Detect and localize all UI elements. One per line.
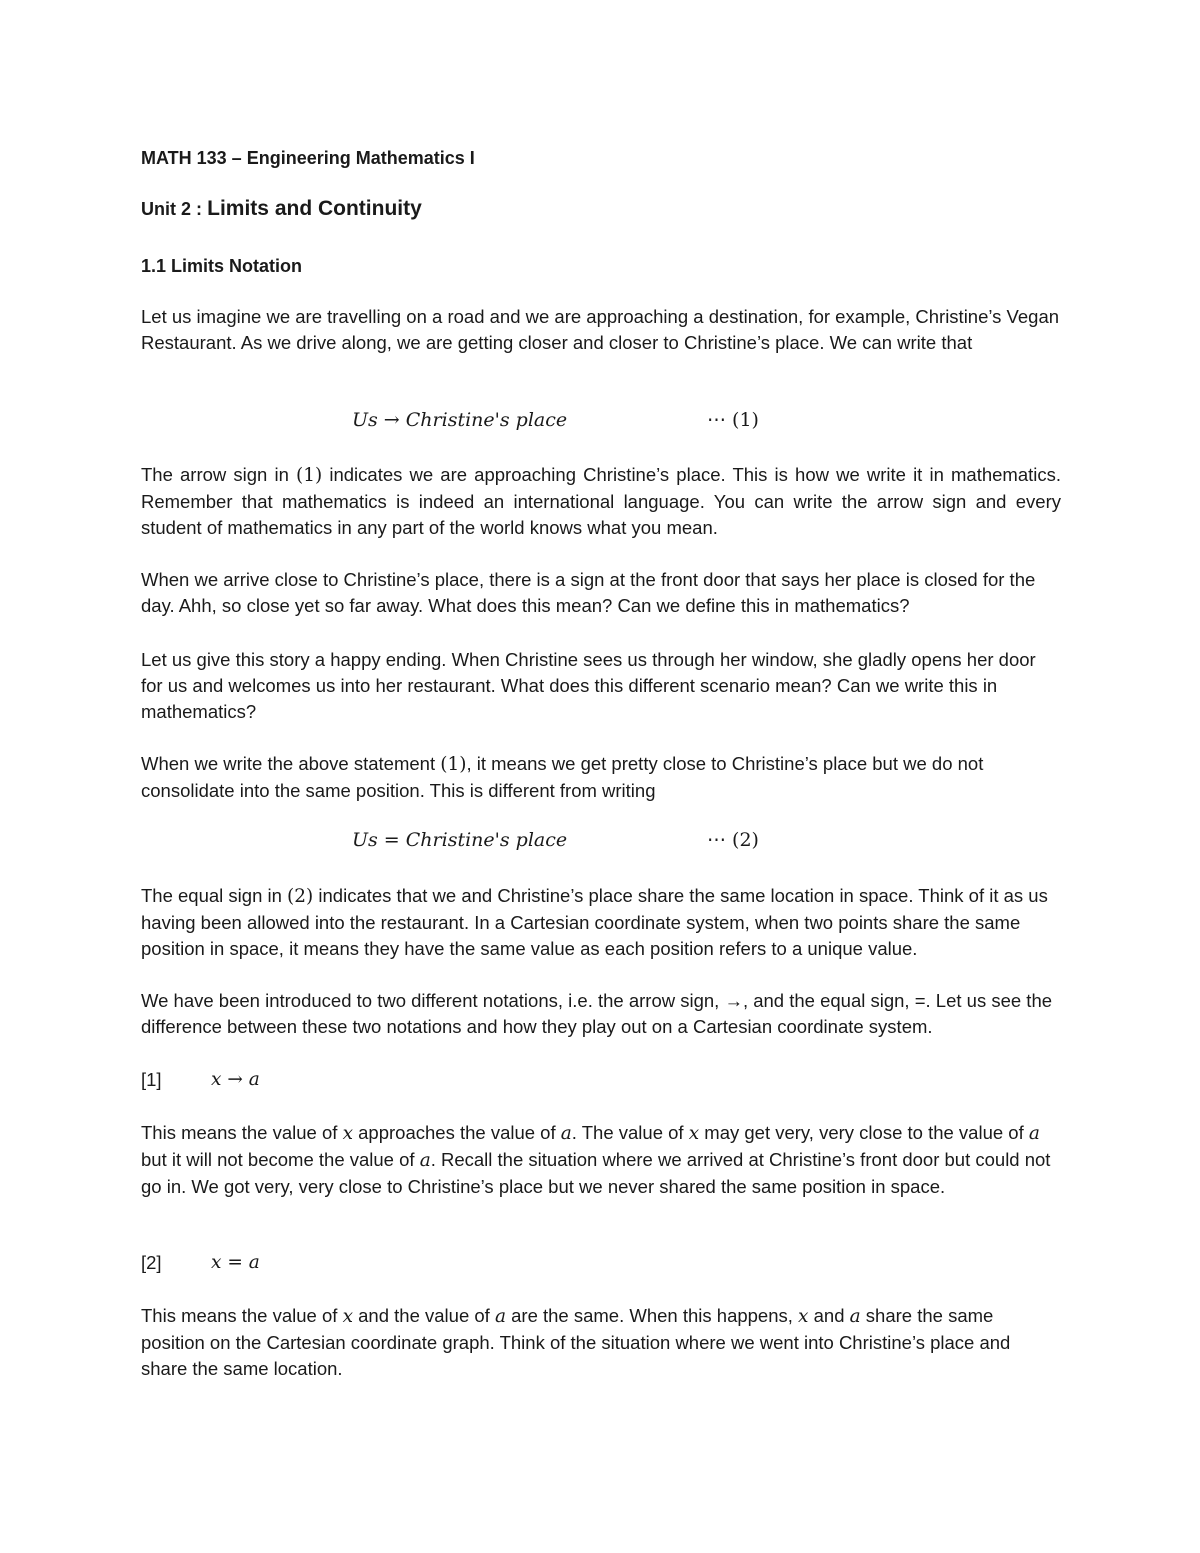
unit-title: Limits and Continuity [207,197,422,220]
paragraph-equal-sign: The equal sign in (2) indicates that we and Christine’s place share the same location in space. Think of it as us having been allowed into the restaurant. In a Cartesian coordinate system, when two points share the same position in space, it means they have the same value as each position refers to a unique value. [141,885,1048,959]
paragraph-statement-one: When we write the above statement (1), it means we get pretty close to Christine’s place but we do not consolidate into the same position. This is different from writing [141,753,984,801]
unit-label: Unit 2 : [141,199,202,219]
equation-reference: (2) [287,886,314,907]
equation-reference: (1) [296,465,323,486]
paragraph-closed-sign: When we arrive close to Christine’s place, there is a sign at the front door that says her place is closed for the day. Ahh, so close yet so far away. What does this mean? Can we define this in mathematics? [141,569,1036,616]
equation-2 [352,829,772,857]
section-title: 1.1 Limits Notation [141,256,303,276]
paragraph-intro: Let us imagine we are travelling on a road and we are approaching a destination, for example, Christine’s Vegan Restaurant. As we drive along, we are getting closer and closer to Christine’s place. We can write that [141,306,1060,353]
unit-heading [141,196,1061,222]
equation-2-expression: Us = Christine's place [352,829,568,851]
paragraph-arrow-sign: The arrow sign in (1) indicates we are approaching Christine’s place. This is how we write it in mathematics. Remember that mathematics is indeed an international language. You can write the arrow sign and every student of mathematics in any part of the world knows what you mean. [141,464,1061,538]
equation-1 [352,409,772,437]
notation-item-2-index: [2] [141,1252,162,1273]
notation-item-1-expression: x → a [211,1069,260,1090]
notation-item-1-index: [1] [141,1069,162,1090]
notation-item-1 [141,1067,541,1095]
paragraph-equal-values: This means the value of x and the value of a are the same. When this happens, x and a share the same position on the Cartesian coordinate graph. Think of the situation where we went into Christine’s place and share the same location. [141,1305,1011,1379]
paragraph-approaches: This means the value of x approaches the value of a. The value of x may get very, very close to the value of a but it will not become the value of a. Recall the situation where we arrived at Christine’s front door but could not go in. We got very, very close to Christine’s place but we never shared the same position in space. [141,1122,1051,1197]
course-title: MATH 133 – Engineering Mathematics I [141,148,475,168]
equation-1-expression: Us → Christine's place [352,409,568,431]
paragraph-happy-ending: Let us give this story a happy ending. When Christine sees us through her window, she gladly opens her door for us and welcomes us into her restaurant. What does this different scenario mean? Can we write this in mathematics? [141,649,1036,722]
paragraph-two-notations: We have been introduced to two different notations, i.e. the arrow sign, →, and the equal sign, =. Let us see the difference between these two notations and how they play out on a Cartesian coordinate system. [141,990,1053,1037]
notation-item-2-expression: x = a [211,1252,260,1273]
equation-1-number: ⋯ (1) [707,409,759,431]
equation-2-number: ⋯ (2) [707,829,759,851]
notation-item-2 [141,1250,541,1278]
equation-reference: (1) [440,754,467,775]
